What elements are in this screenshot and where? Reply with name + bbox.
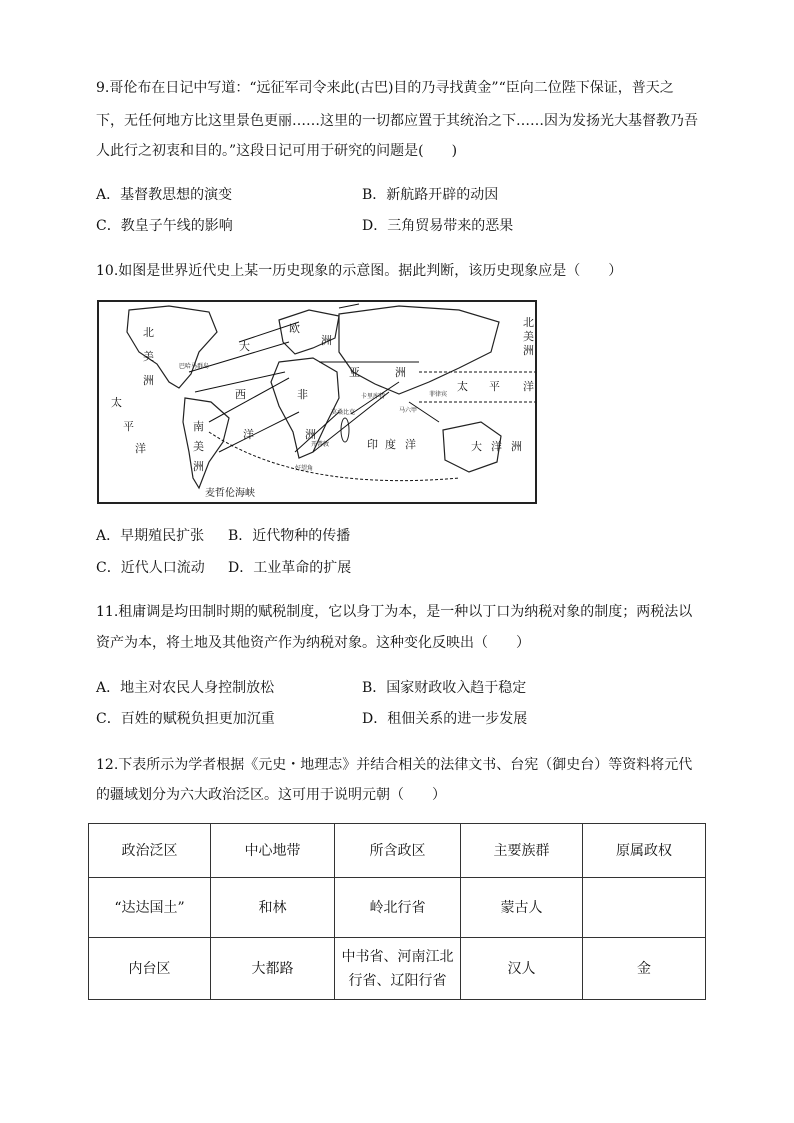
- table-header-cell: 主要族群: [461, 824, 583, 878]
- map-small-label-6: 好望角: [295, 465, 314, 472]
- map-label-ouzhou: 洲: [321, 334, 332, 347]
- table-header-cell: 中心地带: [211, 824, 335, 878]
- q12-table: [88, 823, 706, 1000]
- map-label-zhou: 洲: [143, 374, 154, 387]
- map-small-label-1: 巴哈马群岛: [179, 363, 210, 370]
- map-label-ping: 平: [123, 420, 134, 433]
- map-label-strait: 麦哲伦海峡: [205, 488, 255, 499]
- table-header-cell: 政治泛区: [89, 824, 211, 878]
- map-label-se-zhou: 洲: [511, 440, 522, 453]
- q11-option-a[interactable]: A．地主对农民人身控制放松: [96, 680, 275, 696]
- q11-option-c[interactable]: C．百姓的赋税负担更加沉重: [96, 711, 275, 727]
- table-row: [89, 878, 706, 938]
- table-cell: “达达国土”: [89, 878, 211, 938]
- table-cell: [583, 878, 706, 938]
- table-cell: 汉人: [461, 938, 583, 1000]
- map-label-yang3: 洋: [405, 438, 416, 451]
- world-map-svg: [99, 302, 535, 502]
- map-label-yazhou: 洲: [395, 366, 406, 379]
- q9-option-a[interactable]: A．基督教思想的演变: [96, 187, 233, 203]
- madagascar-outline: [341, 418, 349, 442]
- q11-stem-line1: 11.租庸调是均田制时期的赋税制度，它以身丁为本，是一种以丁口为纳税对象的制度；两税法以: [96, 604, 693, 620]
- map-label-bei: 北: [143, 326, 154, 339]
- table-row: [89, 938, 706, 1000]
- table-header-cell: 原属政权: [583, 824, 706, 878]
- map-label-yang2: 洋: [243, 428, 254, 441]
- map-label-e-ping: 平: [489, 380, 500, 393]
- map-label-du: 度: [385, 438, 396, 451]
- map-label-se-yang: 洋: [491, 440, 502, 453]
- map-label-ne-bei: 北: [523, 316, 534, 329]
- table-cell: 和林: [211, 878, 335, 938]
- table-cell: 大都路: [211, 938, 335, 1000]
- map-small-label-2: 开普敦: [311, 441, 330, 448]
- table-cell: 内台区: [89, 938, 211, 1000]
- q9-stem-line1: 9.哥伦布在日记中写道：“远征军司令来此(古巴)目的乃寻找黄金”“臣向二位陛下保证，普天之: [96, 80, 674, 96]
- map-label-e-tai: 太: [457, 380, 468, 393]
- map-label-ou: 欧: [289, 322, 300, 335]
- map-small-label-4: 卡里库特: [361, 393, 386, 400]
- table-cell: 蒙古人: [461, 878, 583, 938]
- q10-option-a[interactable]: A．早期殖民扩张: [96, 528, 205, 544]
- q11-option-b[interactable]: B．国家财政收入趋于稳定: [362, 680, 527, 696]
- map-label-ya: 亚: [349, 366, 360, 379]
- asia-outline: [339, 306, 499, 394]
- q10-option-b[interactable]: B．近代物种的传播: [228, 528, 351, 544]
- map-label-nanzhou: 洲: [193, 460, 204, 473]
- map-label-nanmei: 美: [193, 440, 204, 453]
- map-label-fei: 非: [297, 388, 308, 401]
- map-small-label-5: 马六甲: [399, 407, 418, 414]
- north-america-outline: [127, 306, 217, 388]
- south-america-outline: [183, 398, 229, 488]
- q9-option-d[interactable]: D．三角贸易带来的恶果: [362, 218, 514, 234]
- map-label-se-da: 大: [471, 440, 482, 453]
- map-label-nan: 南: [193, 420, 204, 433]
- map-label-xi: 西: [235, 388, 246, 401]
- q10-option-c[interactable]: C．近代人口流动: [96, 560, 205, 576]
- map-label-ne-zhou: 洲: [523, 344, 534, 357]
- map-small-label-3: 莫桑比克: [331, 409, 356, 416]
- table-cell: 金: [583, 938, 706, 1000]
- q12-stem-line2: 的疆域划分为六大政治泛区。这可用于说明元朝（ ）: [96, 787, 446, 803]
- map-label-tai: 太: [111, 396, 122, 409]
- q9-option-b[interactable]: B．新航路开辟的动因: [362, 187, 499, 203]
- map-label-feizhou: 洲: [305, 428, 316, 441]
- q10-stem: 10.如图是世界近代史上某一历史现象的示意图。据此判断，该历史现象应是（ ）: [96, 263, 623, 279]
- table-header-cell: 所含政区: [335, 824, 461, 878]
- table-cell: 中书省、河南江北行省、辽阳行省: [335, 938, 461, 1000]
- table-cell: 岭北行省: [335, 878, 461, 938]
- map-label-ne-mei: 美: [523, 330, 534, 343]
- map-label-yang: 洋: [135, 442, 146, 455]
- map-label-e-yang: 洋: [523, 380, 534, 393]
- q12-stem-line1: 12.下表所示为学者根据《元史・地理志》并结合相关的法律文书、台宪（御史台）等资料将元代: [96, 757, 693, 773]
- q10-option-d[interactable]: D．工业革命的扩展: [228, 560, 352, 576]
- map-small-label-7: 菲律宾: [429, 391, 448, 398]
- q9-stem-line3: 人此行之初衷和目的。”这段日记可用于研究的问题是( ): [96, 143, 458, 159]
- q11-stem-line2: 资产为本，将土地及其他资产作为纳税对象。这种变化反映出（ ）: [96, 635, 530, 651]
- world-map-figure: [97, 300, 537, 504]
- map-label-mei: 美: [143, 350, 154, 363]
- q9-stem-line2: 下，无任何地方比这里景色更丽……这里的一切都应置于其统治之下……因为发扬光大基督教乃吾: [96, 113, 698, 129]
- q9-option-c[interactable]: C．教皇子午线的影响: [96, 218, 233, 234]
- map-label-da: 大: [239, 340, 250, 353]
- table-header-row: [89, 824, 706, 878]
- europe-outline: [279, 310, 339, 354]
- map-label-yin: 印: [367, 438, 378, 451]
- q11-option-d[interactable]: D．租佃关系的进一步发展: [362, 711, 528, 727]
